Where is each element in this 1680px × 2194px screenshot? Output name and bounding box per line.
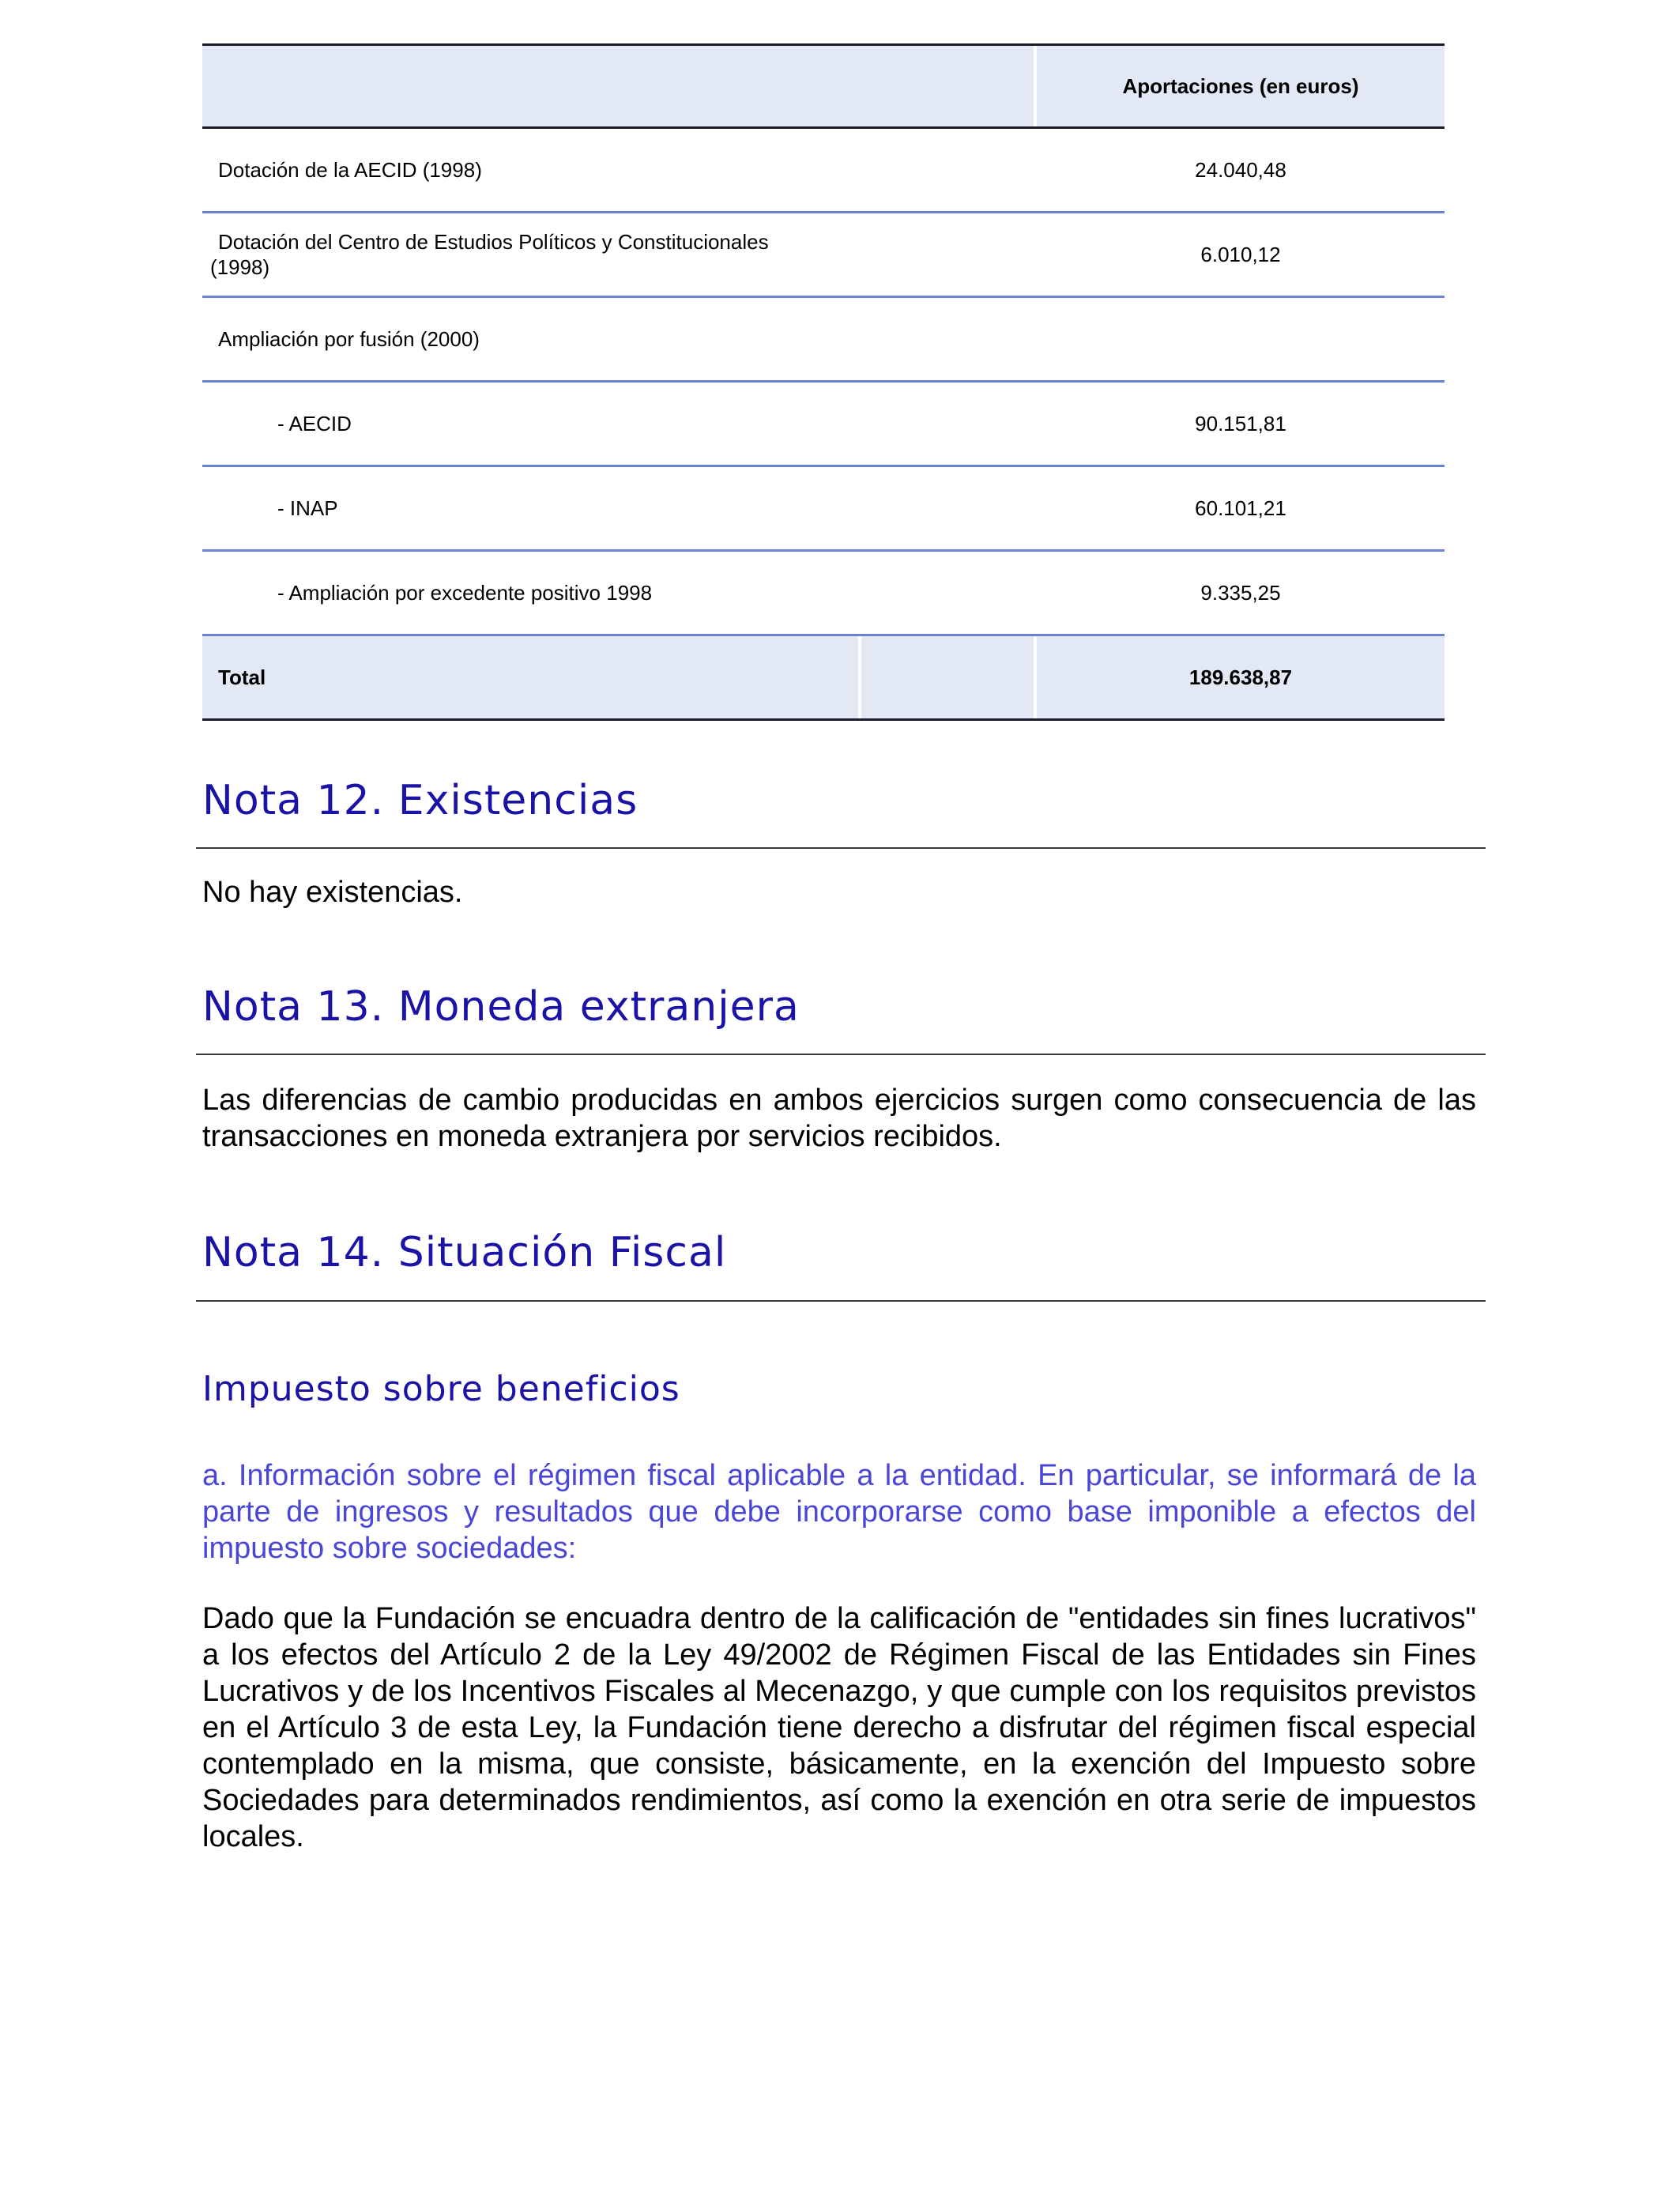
nota14-subtitle: Impuesto sobre beneficios bbox=[202, 1369, 680, 1409]
nota14-answer: Dado que la Fundación se encuadra dentro de la calificación de "entidades sin fines lucrativos" a los efectos del Artículo 2 de la Ley 49/2002 de Régimen Fiscal de las Entidades sin Fines Lucrativos y de los Incentivos Fiscales al Mecenazgo, y que cumple con los requisitos previstos en el Artículo 3 de esta Ley, la Fundación tiene derecho a disfrutar del régimen fiscal especial contemplado en la misma, que consiste, básicamente, en la exención del Impuesto sobre Sociedades para determinados rendimientos, así como la exención en otra serie de impuestos locales. bbox=[202, 1602, 1476, 1853]
nota13-text: Las diferencias de cambio producidas en ambos ejercicios surgen como consecuencia de las transacciones en moneda extranjera por servicios recibidos. bbox=[202, 1084, 1476, 1153]
table-header-aportaciones: Aportaciones (en euros) bbox=[1122, 74, 1359, 98]
row-label-line1: Dotación del Centro de Estudios Políticos y Constitucionales bbox=[218, 230, 769, 254]
nota14-question: a. Información sobre el régimen fiscal aplicable a la entidad. En particular, se informará de la parte de ingresos y resultados que debe incorporarse como base imponible a efectos del impuesto sobre sociedades: bbox=[202, 1459, 1476, 1565]
table-row bbox=[202, 129, 1445, 211]
row-value: 6.010,12 bbox=[1200, 242, 1281, 266]
section-divider bbox=[196, 847, 1486, 849]
table-row bbox=[202, 211, 1445, 296]
row-label: - Ampliación por excedente positivo 1998 bbox=[277, 581, 653, 605]
total-label: Total bbox=[218, 665, 266, 689]
row-label: - AECID bbox=[277, 412, 352, 435]
table-row bbox=[202, 465, 1445, 549]
total-value: 189.638,87 bbox=[1188, 665, 1293, 689]
table-total-row bbox=[202, 634, 1445, 721]
row-value: 60.101,21 bbox=[1195, 496, 1286, 520]
row-value: 90.151,81 bbox=[1195, 411, 1286, 435]
nota12-title: Nota 12. Existencias bbox=[202, 777, 638, 824]
table-row bbox=[202, 380, 1445, 465]
table-header-row bbox=[202, 43, 1445, 129]
table-row bbox=[202, 296, 1445, 380]
nota14-title: Nota 14. Situación Fiscal bbox=[202, 1229, 727, 1276]
section-divider bbox=[196, 1054, 1486, 1055]
section-divider bbox=[196, 1300, 1486, 1302]
column-separator bbox=[858, 636, 861, 718]
row-value: 24.040,48 bbox=[1195, 157, 1286, 182]
row-label: Dotación de la AECID (1998) bbox=[218, 158, 482, 182]
row-value: 9.335,25 bbox=[1200, 580, 1281, 605]
nota12-text: No hay existencias. bbox=[202, 876, 463, 909]
nota13-title: Nota 13. Moneda extranjera bbox=[202, 983, 800, 1031]
row-label: Ampliación por fusión (2000) bbox=[218, 327, 480, 351]
table-row bbox=[202, 549, 1445, 634]
row-label: - INAP bbox=[277, 496, 338, 520]
row-label bbox=[210, 229, 827, 280]
row-label-line2: (1998) bbox=[210, 255, 270, 279]
aportaciones-table bbox=[202, 43, 1445, 721]
